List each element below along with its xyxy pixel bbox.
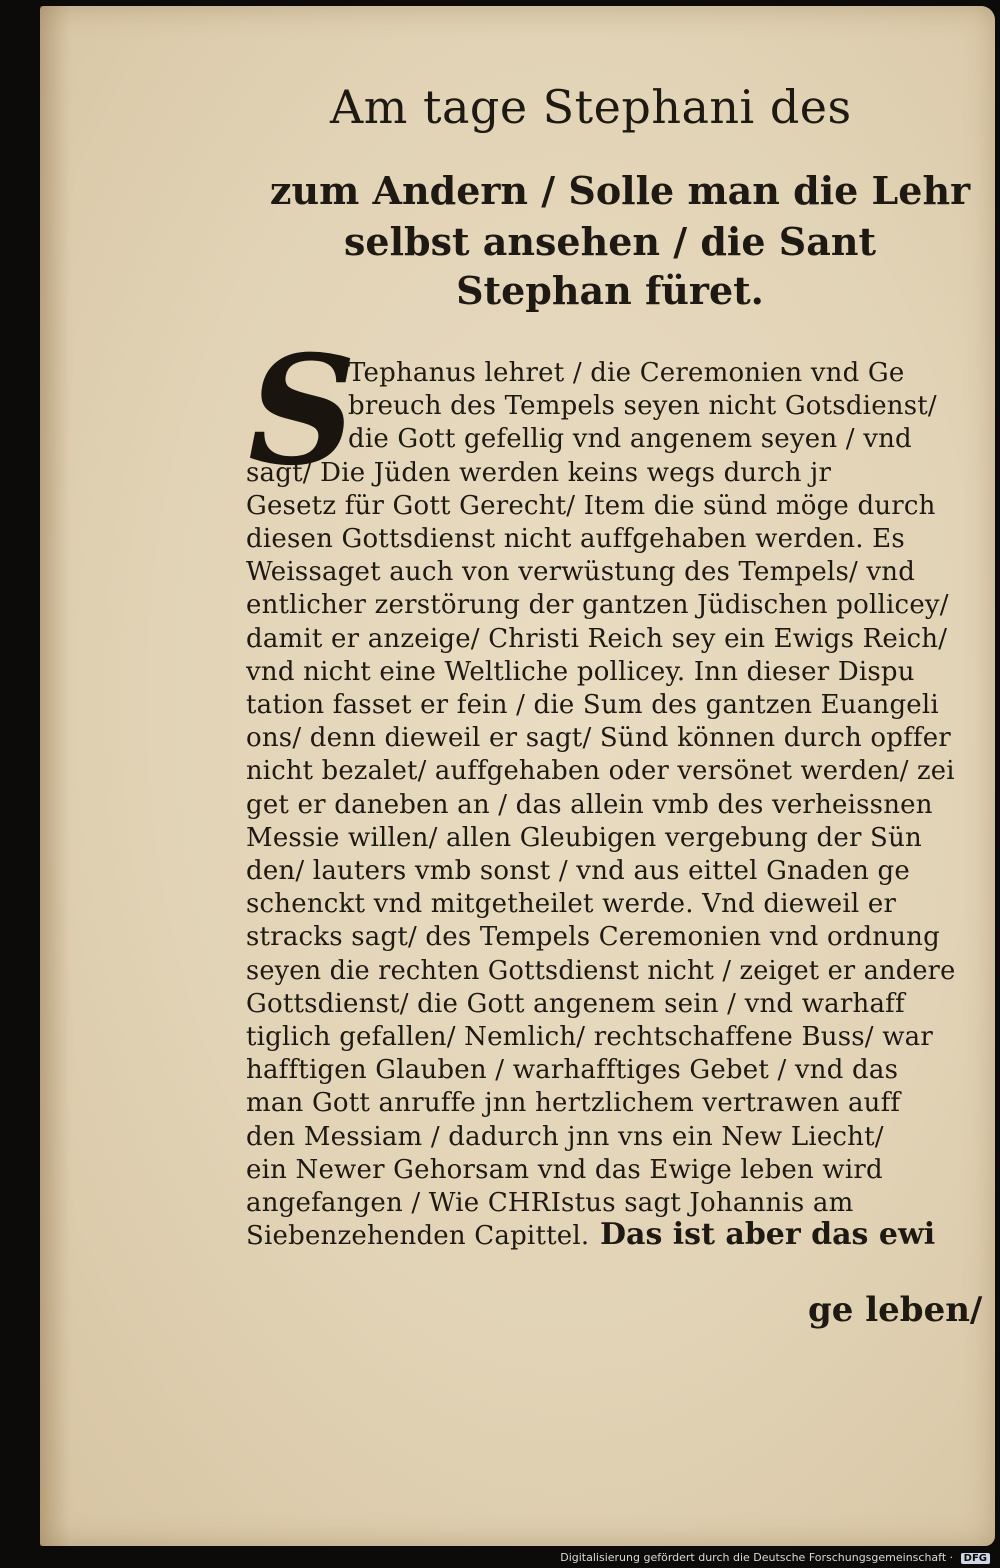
body-line: angefangen / Wie CHRIstus sagt Johannis am: [246, 1188, 854, 1218]
body-line: den/ lauters vmb sonst / vnd aus eittel Gnaden ge: [246, 856, 910, 886]
body-line: vnd nicht eine Weltliche pollicey. Inn dieser Dispu: [246, 656, 915, 687]
body-line-bold-tail: Das ist aber das ewi: [600, 1217, 936, 1253]
running-head: Am tage Stephani des: [330, 80, 852, 134]
body-line: Gottsdienst/ die Gott angenem sein / vnd warhaff: [246, 988, 905, 1019]
body-line: den Messiam / dadurch jnn vns ein New Liecht/: [246, 1121, 884, 1152]
body-line: sagt/ Die Jüden werden keins wegs durch jr: [246, 457, 832, 488]
body-line: hafftigen Glauben / warhafftiges Gebet / vnd das: [246, 1055, 899, 1086]
body-line: schenckt vnd mitgetheilet werde. Vnd dieweil er: [246, 889, 897, 920]
body-line: ons/ denn dieweil er sagt/ Sünd können durch opffer: [246, 723, 951, 754]
catchword: ge leben/: [808, 1290, 983, 1330]
dfg-logo-icon: DFG: [961, 1553, 990, 1564]
body-line: Messie willen/ allen Gleubigen vergebung der Sün: [246, 822, 922, 853]
body-line: Siebenzehenden Capittel.: [246, 1221, 590, 1252]
body-line: stracks sagt/ des Tempels Ceremonien vnd ordnung: [246, 922, 940, 953]
body-line: Tephanus lehret / die Ceremonien vnd Ge: [348, 358, 905, 388]
body-line: die Gott gefellig vnd angenem seyen / vnd: [348, 424, 912, 455]
section-heading-line-1: zum Andern / Solle man die Lehr: [269, 168, 971, 213]
body-line: damit er anzeige/ Christi Reich sey ein Ewigs Reich/: [246, 623, 948, 654]
body-line: entlicher zerstörung der gantzen Jüdischen pollicey/: [246, 590, 949, 621]
body-line: breuch des Tempels seyen nicht Gotsdienst/: [348, 391, 937, 422]
body-line: diesen Gottsdienst nicht auffgehaben werden. Es: [246, 524, 905, 554]
footer-credit-text: Digitalisierung gefördert durch die Deutsche Forschungsgemeinschaft ·: [560, 1551, 954, 1564]
body-line: Gesetz für Gott Gerecht/ Item die sünd möge durch: [246, 490, 936, 521]
body-line: nicht bezalet/ auffgehaben oder versönet werden/ zei: [246, 756, 955, 787]
footer-credit: [560, 1551, 990, 1564]
body-line: Weissaget auch von verwüstung des Tempels/ vnd: [246, 557, 916, 588]
body-line: ein Newer Gehorsam vnd das Ewige leben wird: [246, 1154, 883, 1185]
body-line: get er daneben an / das allein vmb des verheissnen: [246, 789, 933, 820]
section-heading-line-3: Stephan füret.: [456, 268, 764, 313]
body-line: tation fasset er fein / die Sum des gantzen Euangeli: [246, 690, 939, 720]
section-heading-line-2: selbst ansehen / die Sant: [344, 219, 876, 264]
body-line: tiglich gefallen/ Nemlich/ rechtschaffene Buss/ war: [246, 1022, 933, 1052]
body-line: seyen die rechten Gottsdienst nicht / zeiget er andere: [246, 955, 956, 986]
decorated-initial: S: [248, 323, 357, 499]
body-line: man Gott anruffe jnn hertzlichem vertrawen auff: [246, 1088, 901, 1119]
